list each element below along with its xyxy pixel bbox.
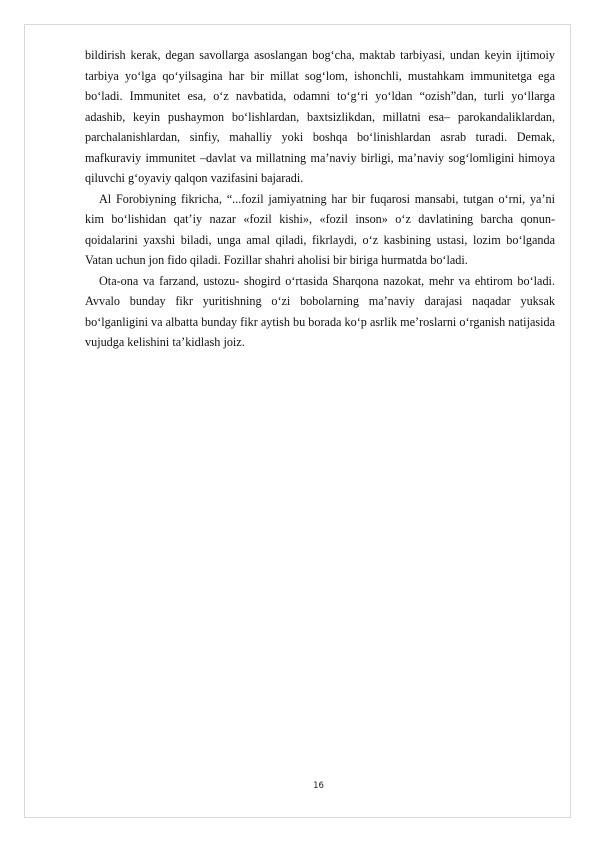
- paragraph-immunity: bildirish kerak, degan savollarga asoslangan bog‘cha, maktab tarbiyasi, undan keyin ijtimoiy tarbiya yo‘lga qo‘yilsagina har bir millat sog‘lom, ishonchli, mustahkam immunitetga ega bo‘ladi. Immunitet esa, o‘z navbatida, odamni to‘g‘ri yo‘ldan “ozish”dan, turli yo‘llarga adashib, keyin pushaymon bo‘lishlardan, baxtsizlikdan, millatni esa– parokandaliklardan, parchalanishlardan, sinfiy, mahalliy yoki boshqa bo‘linishlardan asrab turadi. Demak, mafkuraviy immunitet –davlat va millatning ma’naviy birligi, ma’naviy sog‘lomligini himoya qiluvchi g‘oyaviy qalqon vazifasini bajaradi.: [85, 48, 555, 185]
- paragraph-al-farabi: Al Forobiyning fikricha, “...fozil jamiyatning har bir fuqarosi mansabi, tutgan o‘rni, ya’ni kim bo‘lishidan qat’iy nazar «fozil kishi», «fozil inson» o‘z davlatining barcha qonun- qoidalarini yaxshi biladi, unga amal qiladi, fikrlaydi, o‘z kasbining ustasi, lozim bo‘lganda Vatan uchun jon fido qiladi. Fozillar shahri aholisi bir biriga hurmatda bo‘ladi.: [85, 191, 555, 267]
- document-body: [85, 45, 555, 353]
- page-number: 16: [313, 781, 324, 791]
- paragraph-parents-children: Ota-ona va farzand, ustozu- shogird o‘rtasida Sharqona nazokat, mehr va ehtirom bo‘ladi. Avvalo bunday fikr yuritishning o‘zi bobolarning ma’naviy darajasi naqadar yuksak bo‘lganligini va albatta bunday fikr aytish bu borada ko‘p asrlik me’roslarni o‘rganish natijasida vujudga kelishini ta’kidlash joiz.: [85, 273, 555, 349]
